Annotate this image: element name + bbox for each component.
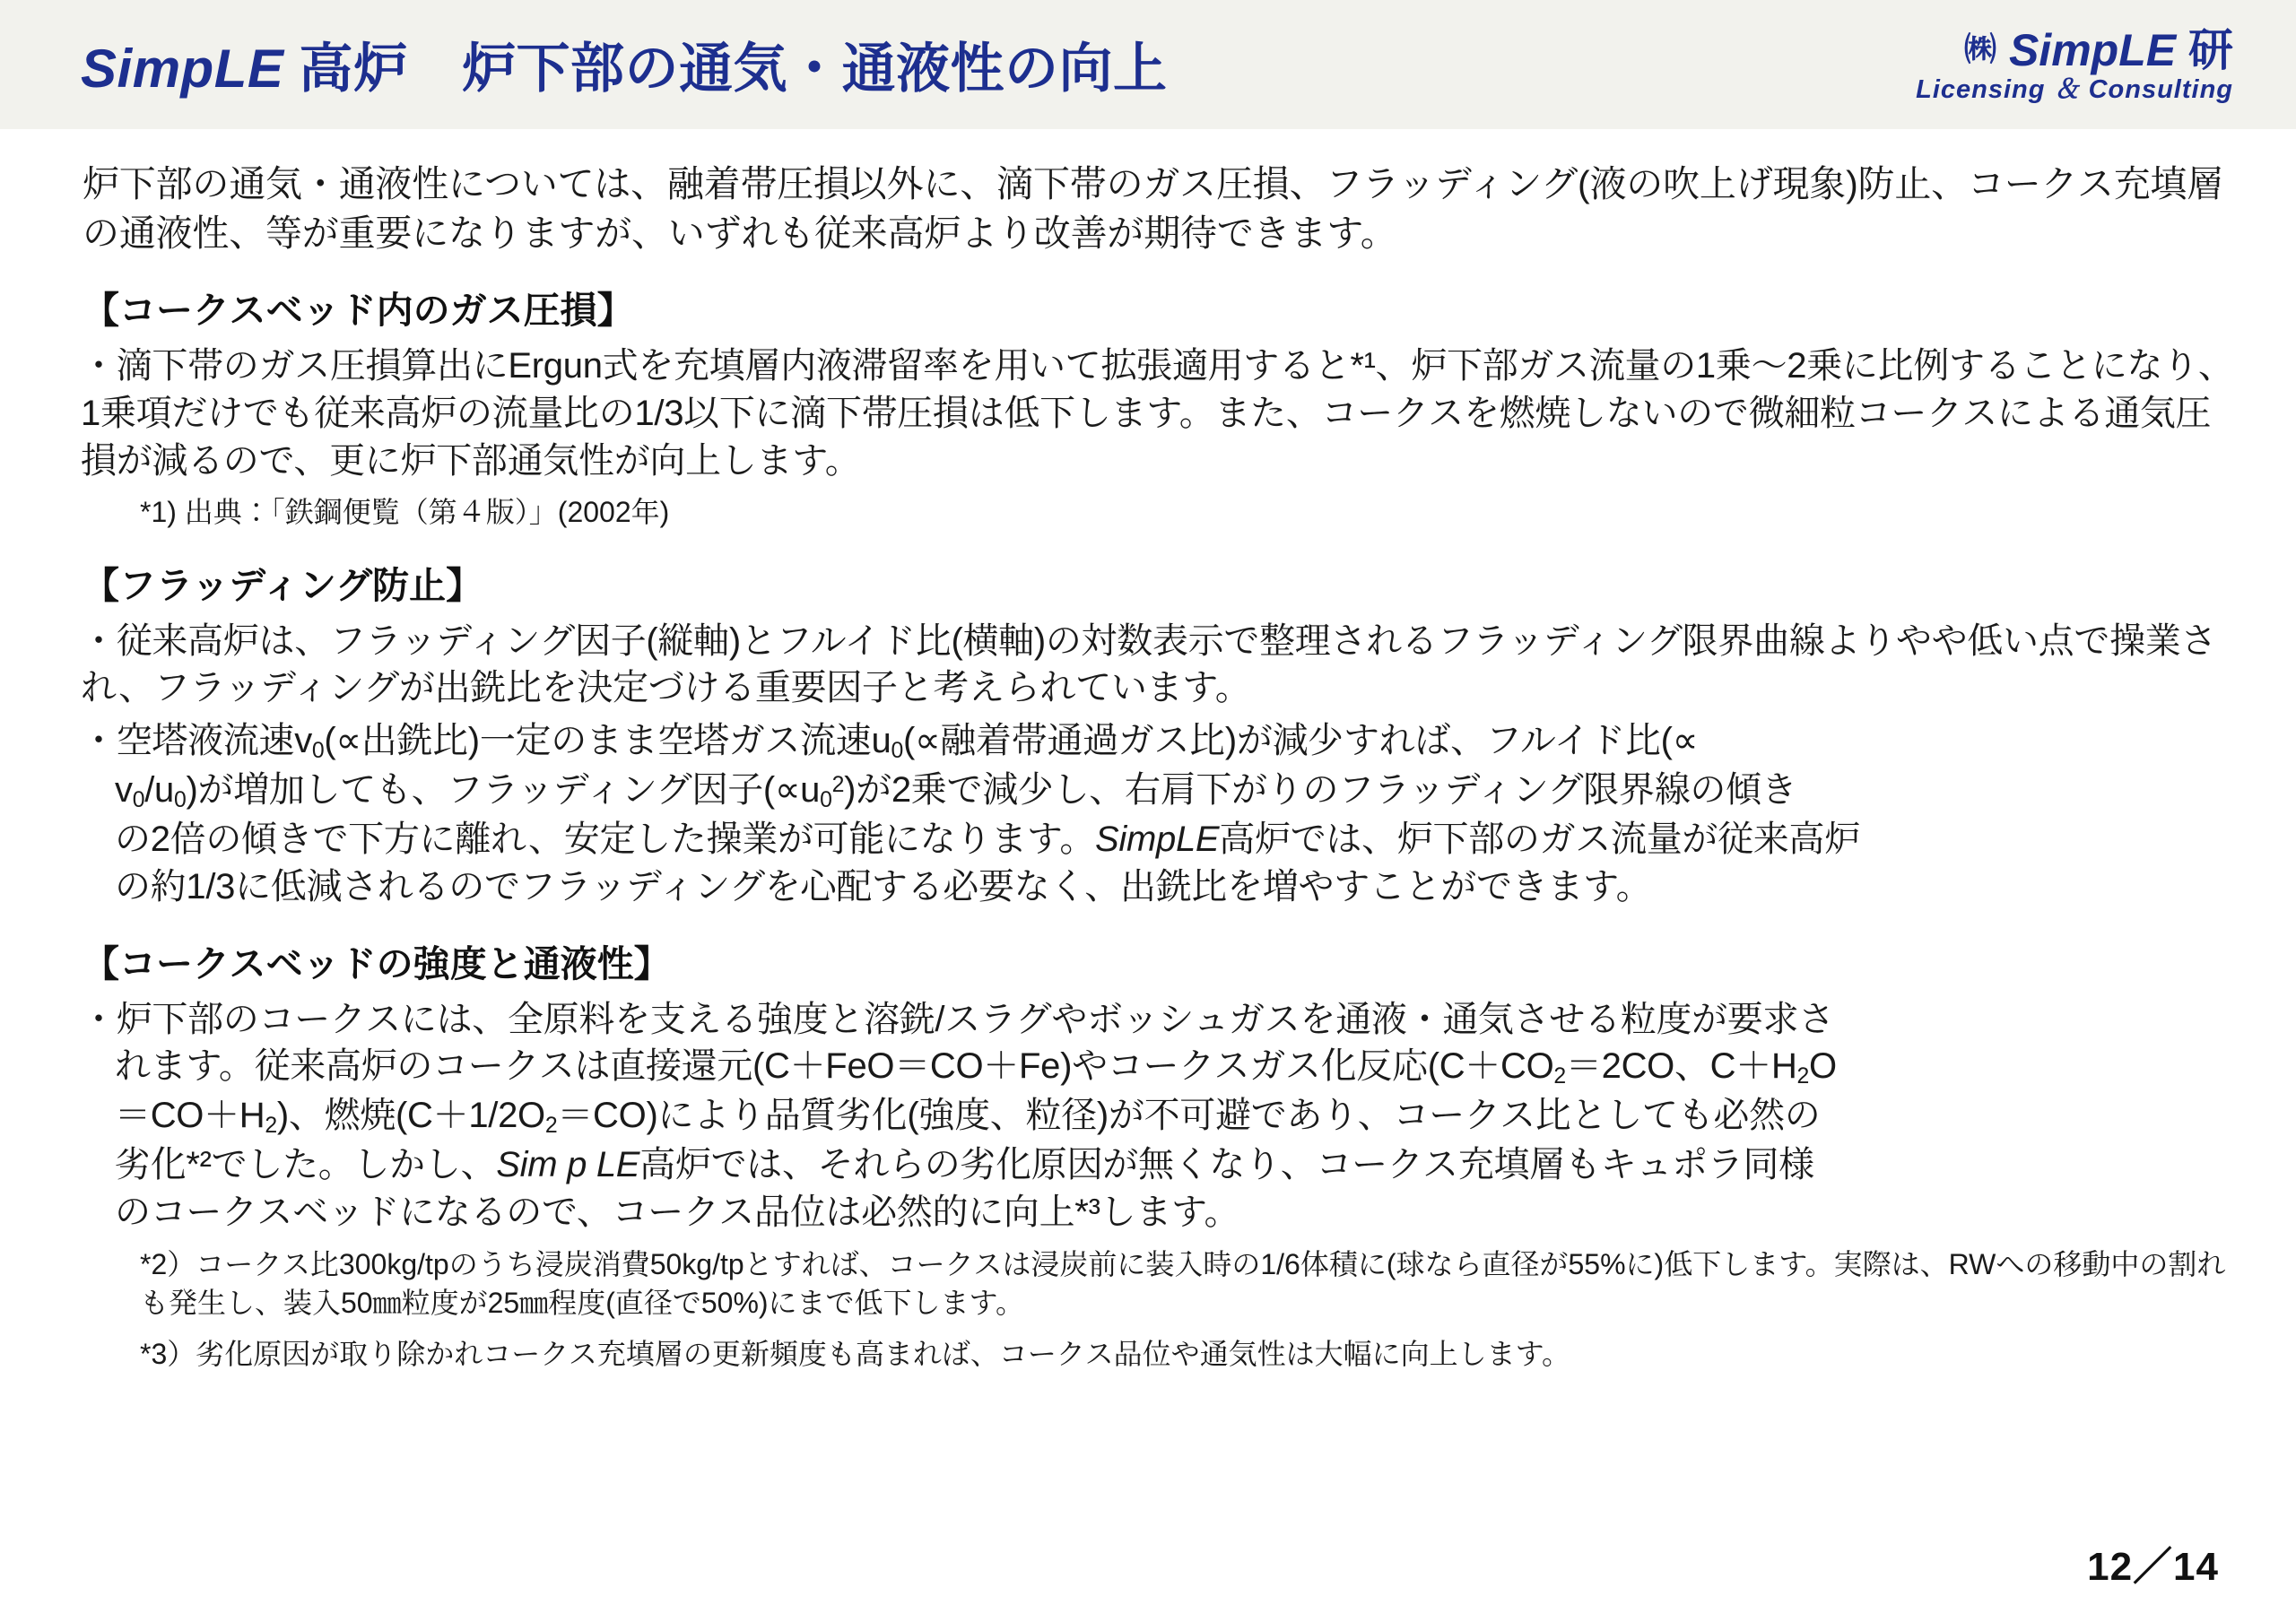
coke-line3-a: ＝CO＋H bbox=[115, 1096, 265, 1136]
corporate-mark-icon: ㈱ bbox=[1964, 30, 1997, 67]
flooding2-line2 bbox=[81, 767, 2242, 816]
footnote-1: *1) 出典：「鉄鋼便覧（第４版）」(2002年) bbox=[140, 496, 670, 529]
page-title-rest: 高炉 炉下部の通気・通液性の向上 bbox=[299, 39, 1168, 99]
logo-main-line bbox=[1916, 25, 2233, 75]
lead-paragraph: 炉下部の通気・通液性については、融着帯圧損以外に、滴下帯のガス圧損、フラッディング(液の吹上げ現象)防止、コークス充填層の通液性、等が重要になりますが、いずれも従来高炉より改善が期待できます。 bbox=[83, 163, 2224, 254]
flooding2-sub-v0: 0 bbox=[311, 739, 325, 764]
flooding2-sub-v0b: 0 bbox=[132, 788, 145, 813]
bullet-gas-pressure: ・滴下帯のガス圧損算出にErgun式を充填層内液滞留率を用いて拡張適用すると*¹、炉下部ガス流量の1乗～2乗に比例することになり、1乗項だけでも従来高炉の流量比の1/3以下に滴下帯圧損は低下します。また、コークスを燃焼しないので微細粒コークスによる通気圧損が減るので、更に炉下部通気性が向上します。 bbox=[81, 346, 2234, 481]
flooding2-sub-u0: 0 bbox=[891, 739, 903, 764]
flooding2-line2-a: v bbox=[115, 770, 133, 811]
coke-sub-h2b: 2 bbox=[265, 1114, 277, 1139]
coke-line4 bbox=[81, 1141, 2242, 1189]
flooding2-line4: の約1/3に低減されるのでフラッディングを心配する必要なく、出銑比を増やすことができます。 bbox=[115, 866, 1652, 906]
footnote-2: *2）コークス比300kg/tpのうち浸炭消費50kg/tpとすれば、コークスは浸炭前に装入時の1/6体積に(球なら直径が55%に)低下します。実際は、RWへの移動中の割れも発生し、装入50㎜粒度が25㎜程度(直径で50%)にまで低下します。 bbox=[140, 1247, 2226, 1319]
flooding2-line3 bbox=[81, 816, 2242, 863]
coke-sub-h2: 2 bbox=[1796, 1064, 1810, 1089]
section-heading-flooding: 【フラッディング防止】 bbox=[83, 564, 483, 606]
flooding2-line1-a: ・空塔液流速v bbox=[81, 721, 312, 761]
flooding2-sub-u0b: 0 bbox=[173, 788, 187, 813]
flooding2-line3-a: の2倍の傾きで下方に離れ、安定した操業が可能になります。 bbox=[115, 820, 1096, 860]
coke-line3 bbox=[81, 1092, 2242, 1141]
coke-line4-brand: Sim p LE bbox=[496, 1145, 640, 1185]
coke-line4-a: 劣化*²でした。しかし、 bbox=[115, 1145, 497, 1185]
flooding2-line1-b: (∝出銑比)一定のまま空塔ガス流速u bbox=[324, 721, 891, 761]
flooding2-line2-d: )が2乗で減少し、右肩下がりのフラッディング限界線の傾き bbox=[844, 770, 1797, 811]
flooding2-line2-c: )が増加しても、フラッディング因子(∝u bbox=[186, 770, 821, 811]
coke-line2-b: ＝2CO、C＋H bbox=[1565, 1046, 1797, 1087]
flooding2-line3-brand: SimpLE bbox=[1095, 820, 1220, 860]
coke-line2-a: れます。従来高炉のコークスは直接還元(C＋FeO＝CO＋Fe)やコークスガス化反応(C＋CO bbox=[115, 1046, 1554, 1087]
page-number: 12／14 bbox=[2087, 1545, 2219, 1589]
flooding2-sup-2: 2 bbox=[831, 772, 845, 797]
coke-line2-c: O bbox=[1809, 1046, 1837, 1087]
section-heading-coke-bed: 【コークスベッドの強度と通液性】 bbox=[83, 942, 671, 984]
bullet-flooding-1: ・従来高炉は、フラッディング因子(縦軸)とフルイド比(横軸)の対数表示で整理されるフラッディング限界曲線よりやや低い点で操業され、フラッディングが出銑比を決定づける重要因子と考えられています。 bbox=[81, 620, 2217, 708]
page-title bbox=[81, 26, 1168, 103]
coke-line2 bbox=[81, 1043, 2242, 1092]
flooding2-line2-b: /u bbox=[144, 770, 174, 811]
footnote-3: *3）劣化原因が取り除かれコークス充填層の更新頻度も高まれば、コークス品位や通気性は大幅に向上します。 bbox=[140, 1338, 1571, 1371]
coke-line3-c: ＝CO)により品質劣化(強度、粒径)が不可避であり、コークス比としても必然の bbox=[557, 1096, 1821, 1136]
section-heading-gas-pressure: 【コークスベッド内のガス圧損】 bbox=[83, 290, 634, 332]
coke-sub-co2: 2 bbox=[1553, 1064, 1566, 1089]
coke-line1: ・炉下部のコークスには、全原料を支える強度と溶銑/スラグやボッシュガスを通液・通気させる粒度が要求さ bbox=[81, 999, 1834, 1039]
page-title-brand: SimpLE bbox=[81, 39, 284, 99]
flooding2-line1-c: (∝融着帯通過ガス比)が減少すれば、フルイド比(∝ bbox=[902, 721, 1698, 761]
coke-sub-o2: 2 bbox=[544, 1114, 558, 1139]
coke-line5: のコークスベッドになるので、コークス品位は必然的に向上*³します。 bbox=[115, 1193, 1240, 1233]
coke-line3-b: )、燃焼(C＋1/2O bbox=[276, 1096, 545, 1136]
bullet-flooding-2 bbox=[81, 717, 2242, 910]
logo-tagline: Licensing ＆ Consulting bbox=[1916, 74, 2233, 104]
bullet-coke-bed bbox=[81, 996, 2242, 1236]
slide-content bbox=[0, 133, 2296, 1374]
slide-header bbox=[0, 0, 2296, 133]
coke-line4-b: 高炉では、それらの劣化原因が無くなり、コークス充填層もキュポラ同様 bbox=[639, 1145, 1814, 1185]
logo-suffix: 研 bbox=[2188, 24, 2233, 75]
logo-name: SimpLE bbox=[2008, 24, 2177, 75]
flooding2-line3-b: 高炉では、炉下部のガス流量が従来高炉 bbox=[1219, 820, 1860, 860]
company-logo bbox=[1916, 25, 2260, 104]
flooding2-sub-u0c: 0 bbox=[820, 788, 832, 813]
